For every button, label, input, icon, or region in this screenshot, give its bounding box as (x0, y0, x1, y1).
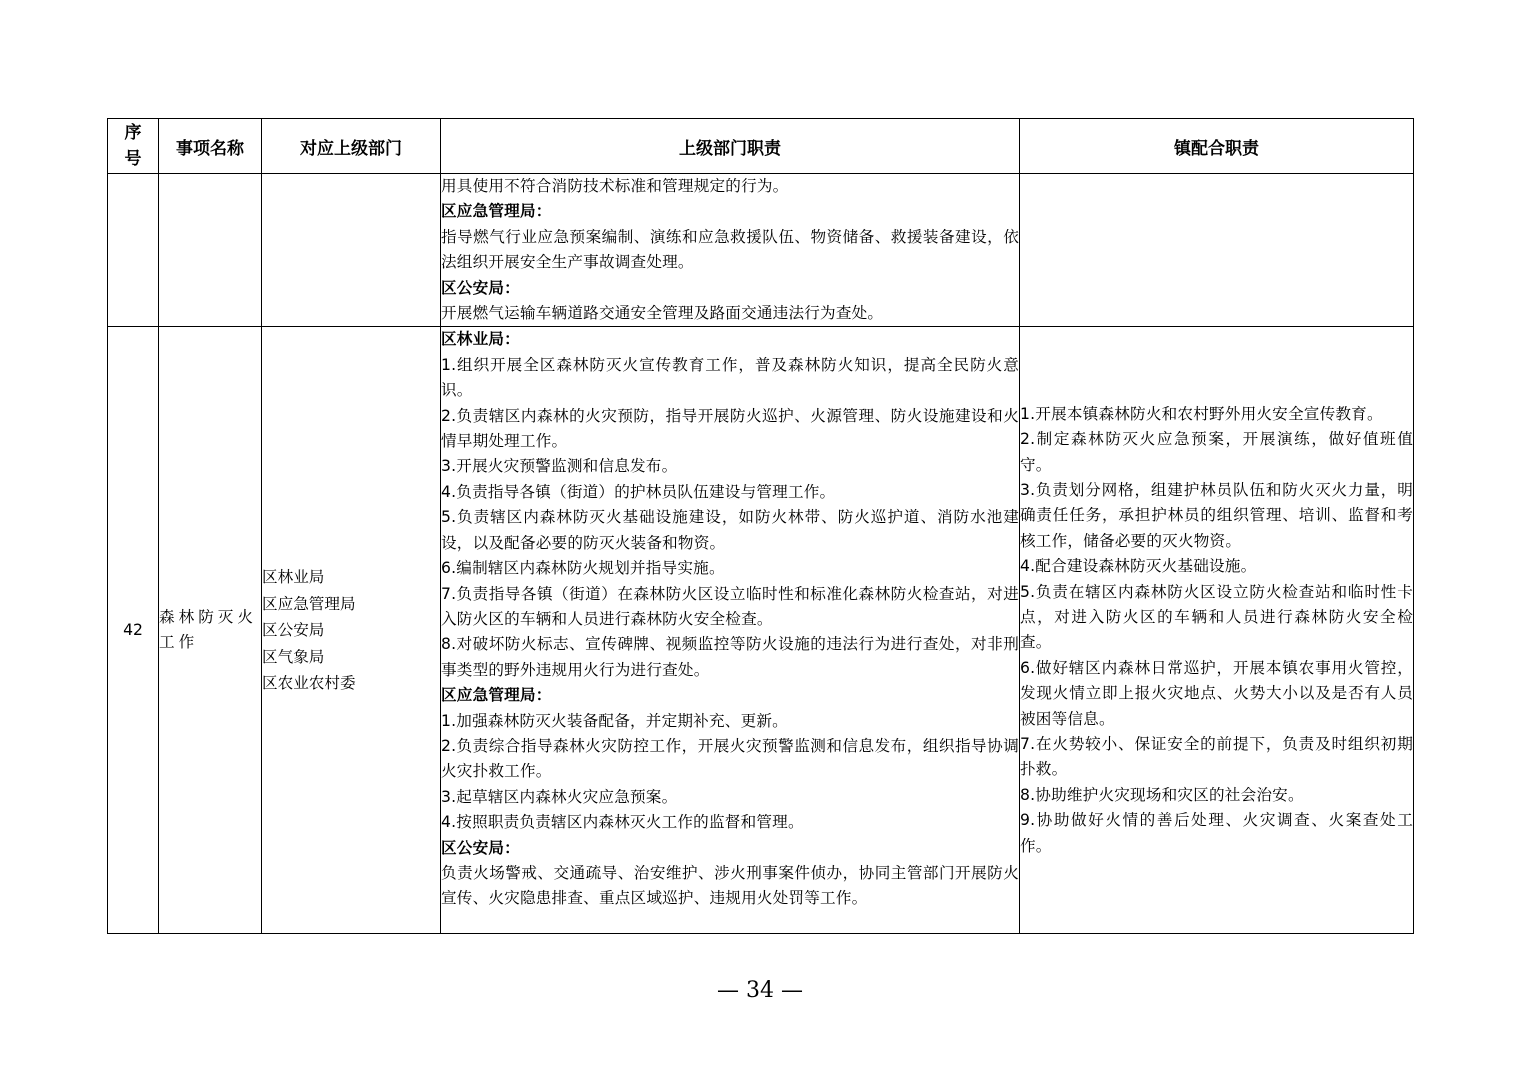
continued-name-cell (159, 174, 262, 327)
continued-dept-cell (262, 174, 441, 327)
header-town: 镇配合职责 (1020, 119, 1414, 174)
continued-duty-cell (441, 174, 1020, 327)
duty-line: 7.在火势较小、保证安全的前提下，负责及时组织初期扑救。 (1020, 735, 1413, 779)
department-item: 区林业局 (262, 568, 325, 587)
header-no (108, 119, 159, 174)
department-item: 区应急管理局 (262, 594, 356, 613)
continued-town-cell (1020, 174, 1414, 327)
duty-line: 负责火场警戒、交通疏导、治安维护、涉火刑事案件侦办，协同主管部门开展防火宣传、火灾隐患排查、重点区域巡护、违规用火处罚等工作。 (441, 863, 1019, 908)
duty-line: 3.起草辖区内森林火灾应急预案。 (441, 787, 678, 806)
duty-line: 4.负责指导各镇（街道）的护林员队伍建设与管理工作。 (441, 482, 836, 501)
duty-line: 2.负责综合指导森林火灾防控工作，开展火灾预警监测和信息发布，组织指导协调火灾扑救工作。 (441, 736, 1019, 781)
duty-line: 9.协助做好火情的善后处理、火灾调查、火案查处工作。 (1020, 811, 1413, 855)
duty-line: 6.编制辖区内森林防火规划并指导实施。 (441, 559, 725, 578)
header-no-line1: 序 (124, 123, 142, 143)
department-item: 区气象局 (262, 647, 325, 666)
superior-duty-cell (441, 327, 1020, 934)
department-heading: 区林业局： (441, 330, 520, 349)
duty-line: 2.负责辖区内森林的火灾预防，指导开展防火巡护、火源管理、防火设施建设和火情早期处理工作。 (441, 406, 1019, 451)
department-heading: 区公安局： (441, 838, 520, 857)
duty-line: 3.开展火灾预警监测和信息发布。 (441, 457, 678, 476)
item-name: 森林防灭火工作 (159, 327, 262, 934)
duty-line: 开展燃气运输车辆道路交通安全管理及路面交通违法行为查处。 (441, 304, 884, 323)
duty-line: 5.负责在辖区内森林防火区设立防火检查站和临时性卡点，对进入防火区的车辆和人员进行森林防火安全检查。 (1020, 582, 1413, 652)
header-duty: 上级部门职责 (441, 119, 1020, 174)
row-42 (108, 327, 1414, 934)
duty-line: 4.按照职责负责辖区内森林灭火工作的监督和管理。 (441, 813, 804, 832)
duty-line: 3.负责划分网格，组建护林员队伍和防火灭火力量，明确责任任务，承担护林员的组织管理、培训、监督和考核工作，储备必要的灭火物资。 (1020, 481, 1413, 550)
page-number: — 34 — (717, 978, 803, 1003)
duty-line: 1.组织开展全区森林防灭火宣传教育工作，普及森林防火知识，提高全民防火意识。 (441, 355, 1019, 400)
department-heading: 区应急管理局： (441, 202, 552, 221)
duty-line: 6.做好辖区内森林日常巡护，开展本镇农事用火管控，发现火情立即上报火灾地点、火势大小以及是否有人员被困等信息。 (1020, 658, 1413, 728)
duty-line: 1.加强森林防灭火装备配备，并定期补充、更新。 (441, 711, 788, 730)
duty-line: 8.对破坏防火标志、宣传碑牌、视频监控等防火设施的违法行为进行查处，对非刑事类型的野外违规用火行为进行查处。 (441, 635, 1019, 679)
town-duty-cell (1020, 327, 1414, 934)
duty-line: 8.协助维护火灾现场和灾区的社会治安。 (1020, 785, 1304, 804)
continued-no-cell (108, 174, 159, 327)
duty-table (107, 118, 1414, 934)
department-item: 区农业农村委 (262, 674, 356, 693)
duty-line: 5.负责辖区内森林防灭火基础设施建设，如防火林带、防火巡护道、消防水池建设，以及配备必要的防灭火装备和物资。 (441, 508, 1019, 552)
duty-line: 1.开展本镇森林防火和农村野外用火安全宣传教育。 (1020, 404, 1383, 423)
header-no-line2: 号 (124, 149, 142, 169)
department-heading: 区应急管理局： (441, 686, 552, 705)
department-heading: 区公安局： (441, 278, 520, 297)
department-item: 区公安局 (262, 621, 325, 640)
header-name: 事项名称 (159, 119, 262, 174)
header-row (108, 119, 1414, 174)
duty-line: 指导燃气行业应急预案编制、演练和应急救援队伍、物资储备、救援装备建设，依法组织开展安全生产事故调查处理。 (441, 227, 1019, 272)
duty-line: 7.负责指导各镇（街道）在森林防火区设立临时性和标准化森林防火检查站，对进入防火区的车辆和人员进行森林防火安全检查。 (441, 584, 1019, 628)
department-list (262, 327, 441, 934)
duty-line: 4.配合建设森林防灭火基础设施。 (1020, 557, 1257, 576)
duty-line: 2.制定森林防灭火应急预案，开展演练，做好值班值守。 (1020, 430, 1413, 474)
duty-line: 用具使用不符合消防技术标准和管理规定的行为。 (441, 177, 789, 195)
continued-row (108, 174, 1414, 327)
header-dept: 对应上级部门 (262, 119, 441, 174)
row-number: 42 (108, 327, 159, 934)
